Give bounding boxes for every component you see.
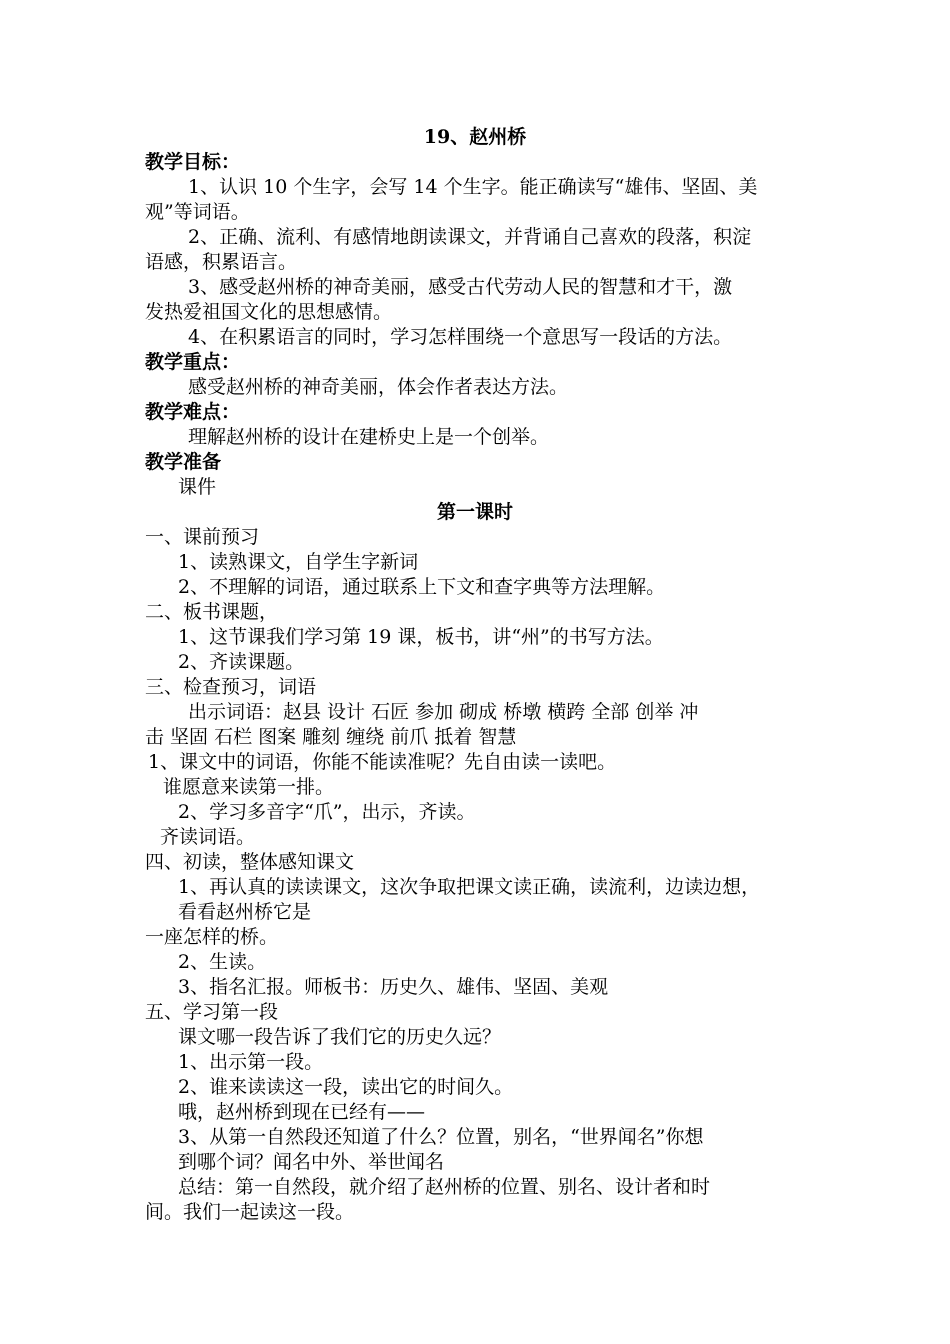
goals-heading: 教学目标： (145, 151, 241, 173)
part-4-line-3: 一座怎样的桥。 (145, 926, 279, 948)
page-title: 19、赵州桥 (423, 126, 527, 148)
part-4-line-5: 3、指名汇报。师板书：历史久、雄伟、坚固、美观 (178, 976, 609, 998)
goal-2-line-2: 语感，积累语言。 (145, 251, 298, 273)
part-5-line-4: 哦，赵州桥到现在已经有—— (178, 1101, 426, 1123)
part-1-line-1: 1、读熟课文，自学生字新词 (178, 551, 419, 573)
part-3-line-3: 1、课文中的词语，你能不能读准呢？先自由读一读吧。 (148, 751, 617, 773)
part-3-words-line-2: 击 坚固 石栏 图案 雕刻 缠绕 前爪 抵着 智慧 (145, 726, 517, 748)
part-1-line-2: 2、不理解的词语，通过联系上下文和查字典等方法理解。 (178, 576, 666, 598)
goal-1-line-1: 1、认识 10 个生字，会写 14 个生字。能正确读写“雄伟、坚固、美 (188, 176, 758, 198)
part-4-line-1: 1、再认真的读读课文，这次争取把课文读正确，读流利，边读边想， (178, 876, 761, 898)
part-2-line-1: 1、这节课我们学习第 19 课，板书，讲“州”的书写方法。 (178, 626, 664, 648)
preparation-text: 课件 (178, 476, 217, 498)
goal-1-line-2: 观”等词语。 (145, 201, 250, 223)
part-2-line-2: 2、齐读课题。 (178, 651, 305, 673)
part-5-line-3: 2、谁来读读这一段，读出它的时间久。 (178, 1076, 514, 1098)
part-5-line-1: 课文哪一段告诉了我们它的历史久远？ (178, 1026, 502, 1048)
part-1-title: 一、课前预习 (145, 526, 260, 548)
part-5-line-6: 到哪个词？闻名中外、举世闻名 (178, 1151, 445, 1173)
part-5-title: 五、学习第一段 (145, 1001, 279, 1023)
part-3-title: 三、检查预习，词语 (145, 676, 317, 698)
part-2-title: 二、板书课题， (145, 601, 279, 623)
part-5-line-2: 1、出示第一段。 (178, 1051, 324, 1073)
part-3-words-line-1: 出示词语：赵县 设计 石匠 参加 砌成 桥墩 横跨 全部 创举 冲 (188, 701, 699, 723)
goal-2-line-1: 2、正确、流利、有感情地朗读课文，并背诵自己喜欢的段落，积淀 (188, 226, 752, 248)
key-points-text: 感受赵州桥的神奇美丽，体会作者表达方法。 (188, 376, 569, 398)
part-4-line-4: 2、生读。 (178, 951, 267, 973)
part-3-line-6: 齐读词语。 (160, 826, 256, 848)
part-3-line-4: 谁愿意来读第一排。 (163, 776, 335, 798)
part-3-line-5: 2、学习多音字“爪”，出示，齐读。 (178, 801, 476, 823)
part-4-title: 四、初读，整体感知课文 (145, 851, 355, 873)
preparation-heading: 教学准备 (145, 451, 222, 473)
part-4-line-2: 看看赵州桥它是 (178, 901, 312, 923)
goal-4-line: 4、在积累语言的同时，学习怎样围绕一个意思写一段话的方法。 (188, 326, 733, 348)
difficulty-text: 理解赵州桥的设计在建桥史上是一个创举。 (188, 426, 550, 448)
part-5-line-7: 总结：第一自然段，就介绍了赵州桥的位置、别名、设计者和时 (178, 1176, 711, 1198)
part-5-line-8: 间。我们一起读这一段。 (145, 1201, 355, 1223)
part-5-line-5: 3、从第一自然段还知道了什么？位置，别名，“世界闻名”你想 (178, 1126, 704, 1148)
goal-3-line-1: 3、感受赵州桥的神奇美丽，感受古代劳动人民的智慧和才干，激 (188, 276, 733, 298)
key-points-heading: 教学重点： (145, 351, 241, 373)
lesson-heading: 第一课时 (436, 501, 513, 523)
difficulty-heading: 教学难点： (145, 401, 241, 423)
goal-3-line-2: 发热爱祖国文化的思想感情。 (145, 301, 393, 323)
